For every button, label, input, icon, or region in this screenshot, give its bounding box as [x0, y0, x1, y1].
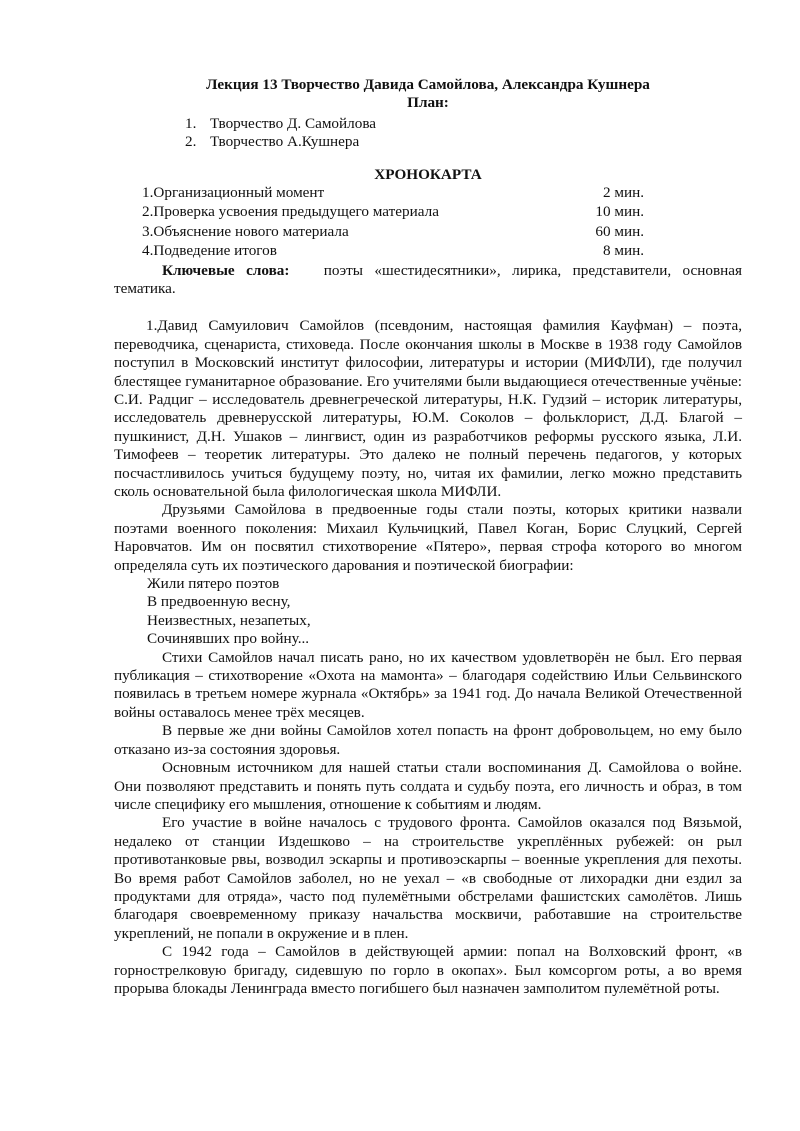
plan-item-text: Творчество Д. Самойлова: [210, 114, 377, 132]
chronocard-duration: 2 мин.: [602, 184, 644, 202]
chronocard-title: ХРОНОКАРТА: [374, 165, 482, 183]
chronocard-label: 3.Объяснение нового материала: [142, 222, 349, 240]
body-paragraph: В первые же дни войны Самойлов хотел попасть на фронт добровольцем, но ему было отказано из-за состояния здоровья.: [114, 722, 742, 758]
plan-item: [114, 133, 742, 151]
poem-line: В предвоенную весну,: [147, 593, 291, 611]
chronocard-row: [114, 184, 742, 203]
plan-title: План:: [407, 94, 449, 112]
chronocard-duration: 60 мин.: [595, 222, 644, 240]
chronocard-row: [114, 242, 742, 261]
poem-line: Жили пятеро поэтов: [147, 575, 280, 593]
body-paragraph: С 1942 года – Самойлов в действующей армии: попал на Волховский фронт, «в горнострелковую бригаду, сидевшую по горло в окопах». Был комсоргом роты, а во время прорыва блокады Ленинграда вместо погибшего был назначен замполитом пулемётной роты.: [114, 943, 742, 997]
body-paragraph: Его участие в войне началось с трудового фронта. Самойлов оказался под Вязьмой, недалеко от станции Издешково – на строительстве укреплённых рубежей: он рыл противотанковые рвы, возводил эскарпы и противоэскарпы – военные укрепления для пехоты. Во время работ Самойлов заболел, но не уехал – «в свободные от лихорадки дни ездил за продуктами для отряда», часто под пулемётными обстрелами фашистских самолётов. Лишь благодаря своевременному приказу начальства москвичи, работавшие на строительстве укреплений, не попали в окружение и в плен.: [114, 814, 742, 942]
body-paragraph: 1.Давид Самуилович Самойлов (псевдоним, настоящая фамилия Кауфман) – поэта, переводчика, сценариста, стиховеда. После окончания школы в Москве в 1938 году Самойлов поступил в Московский институт философии, литературы и истории (МИФЛИ), где получил блестящее гуманитарное образование. Его учителями были выдающиеся отечественные учёные: С.И. Радциг – исследователь древнегреческой литературы, Н.К. Гудзий – историк литературы, исследователь древнерусской литературы, Ю.М. Соколов – фольклорист, Д.Д. Благой – пушкинист, Д.Н. Ушаков – лингвист, один из разработчиков реформы русского языка, Л.И. Тимофеев – теоретик литературы. Это далеко не полный перечень педагогов, у которых посчастливилось учиться будущему поэту, но, читая их фамилии, легко можно представить сколь основательной была филологическая школа МИФЛИ.: [114, 317, 742, 501]
plan-item-number: 1.: [185, 114, 197, 132]
plan-list: [114, 115, 742, 152]
chronocard-table: [114, 184, 742, 262]
chronocard-label: 2.Проверка усвоения предыдущего материала: [142, 203, 439, 221]
chronocard-row: [114, 203, 742, 222]
keywords-label: Ключевые слова:: [162, 261, 290, 279]
poem-line: Сочинявших про войну...: [147, 630, 310, 648]
chronocard-duration: 10 мин.: [595, 203, 644, 221]
plan-item: [114, 115, 742, 133]
plan-item-text: Творчество А.Кушнера: [210, 133, 360, 151]
document-content: [114, 76, 742, 998]
body-paragraph: Стихи Самойлов начал писать рано, но их качеством удовлетворён не был. Его первая публикация – стихотворение «Охота на мамонта» – благодаря содействию Ильи Сельвинского появилась в третьем номере журнала «Октябрь» за 1941 год. До начала Великой Отечественной войны оставалось менее трёх месяцев.: [114, 648, 742, 721]
chronocard-label: 4.Подведение итогов: [142, 242, 277, 260]
plan-item-number: 2.: [185, 133, 197, 151]
chronocard-row: [114, 223, 742, 242]
poem-line: Неизвестных, незапетых,: [147, 611, 311, 629]
body-paragraph: Основным источником для нашей статьи стали воспоминания Д. Самойлова о войне. Они позволяют представить и понять путь солдата и судьбу поэта, его личность и образ, в том числе специфику его мышления, отношение к событиям и людям.: [114, 759, 742, 813]
keywords-text: поэты «шестидесятники», лирика, представители, основная тематика.: [114, 261, 743, 297]
lecture-title: Лекция 13 Творчество Давида Самойлова, Александра Кушнера: [206, 76, 650, 93]
chronocard-duration: 8 мин.: [602, 242, 644, 260]
body-paragraph: Друзьями Самойлова в предвоенные годы стали поэты, которых критики назвали поэтами военного поколения: Михаил Кульчицкий, Павел Коган, Борис Слуцкий, Сергей Наровчатов. Им он посвятил стихотворение «Пятеро», первая строфа которого во многом определяла суть их поэтического дарования и поэтической биографии:: [114, 501, 742, 574]
poem-stanza: [114, 575, 742, 649]
chronocard-label: 1.Организационный момент: [142, 184, 325, 202]
keywords-paragraph: [114, 262, 742, 299]
